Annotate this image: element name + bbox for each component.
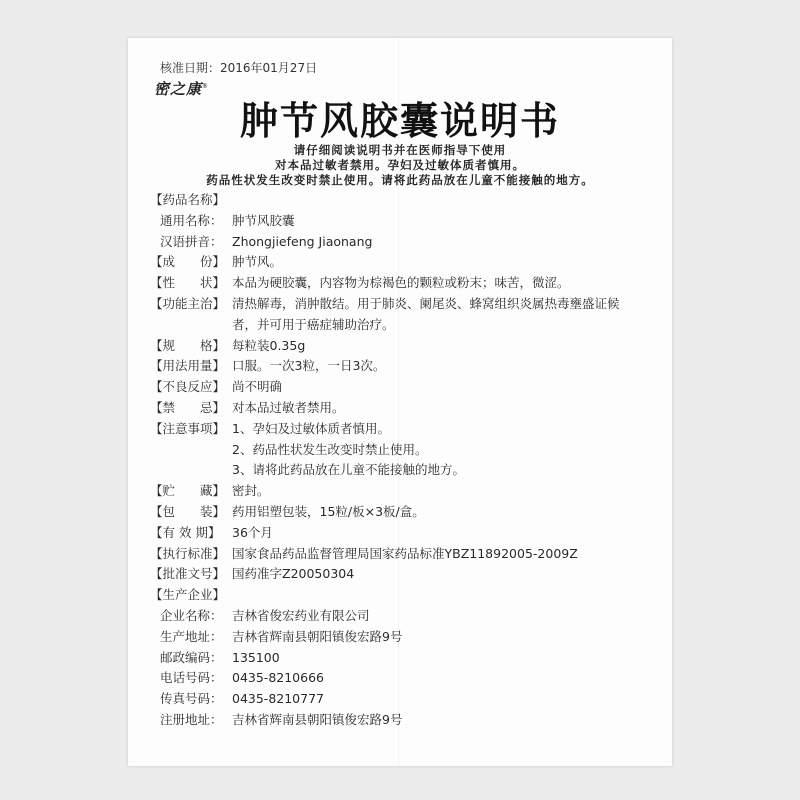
section-value: 药用铝塑包装，15粒/板×3板/盒。 [232, 503, 425, 519]
notice-line: 对本品过敏者禁用。孕妇及过敏体质者慎用。 [275, 158, 525, 172]
section-label: 【禁 忌】 [150, 399, 226, 415]
section-label: 【包 装】 [150, 503, 226, 519]
section-row [150, 294, 662, 315]
section-row [150, 211, 662, 232]
section-label: 【贮 藏】 [150, 483, 226, 499]
section-row [150, 523, 662, 544]
section-label: 【药品名称】 [150, 192, 226, 207]
section-label: 【注意事项】 [150, 420, 226, 436]
section-value: 肿节风胶囊 [232, 212, 295, 228]
section-row [150, 668, 662, 689]
section-row [150, 356, 662, 377]
section-label: 企业名称： [160, 607, 223, 623]
section-value: 1、孕妇及过敏体质者慎用。 [232, 420, 390, 436]
section-label: 【性 状】 [150, 275, 226, 291]
section-row [150, 190, 662, 211]
section-value: 吉林省辉南县朝阳镇俊宏路9号 [232, 628, 403, 644]
section-label: 通用名称： [160, 212, 223, 228]
section-value: 清热解毒，消肿散结。用于肺炎、阑尾炎、蜂窝组织炎属热毒壅盛证候 [232, 295, 620, 311]
section-value: 0435-8210666 [232, 670, 324, 686]
section-value: 每粒装0.35g [232, 337, 306, 353]
section-value: 者，并可用于癌症辅助治疗。 [232, 316, 395, 332]
section-value: 0435-8210777 [232, 691, 324, 707]
section-value: 36个月 [232, 524, 273, 540]
section-row [150, 606, 662, 627]
section-row [150, 481, 662, 502]
section-row [150, 252, 662, 273]
notice-line: 药品性状发生改变时禁止使用。请将此药品放在儿童不能接触的地方。 [206, 173, 594, 187]
section-value: 尚不明确 [232, 379, 283, 395]
section-value: 本品为硬胶囊，内容物为棕褐色的颗粒或粉末；味苦，微涩。 [232, 275, 570, 291]
section-value: 密封。 [232, 483, 270, 499]
leaflet-paper [128, 38, 672, 766]
section-row [150, 502, 662, 523]
registered-mark: ® [202, 83, 210, 90]
brand-logo-text: 密之康 [154, 80, 203, 98]
section-label: 【不良反应】 [150, 379, 226, 395]
section-row [150, 544, 662, 565]
section-label: 【用法用量】 [150, 358, 226, 374]
section-row [150, 273, 662, 294]
section-row [150, 336, 662, 357]
section-label: 【批准文号】 [150, 566, 226, 582]
section-row [150, 585, 662, 606]
section-label: 【有 效 期】 [150, 524, 221, 540]
section-value: 135100 [232, 649, 280, 665]
section-row [150, 460, 662, 481]
section-value: 肿节风。 [232, 254, 283, 270]
section-value: 国家食品药品监督管理局国家药品标准YBZ11892005-2009Z [232, 545, 578, 561]
section-row [150, 440, 662, 461]
section-value: 2、药品性状发生改变时禁止使用。 [232, 441, 428, 457]
section-label: 【规 格】 [150, 337, 226, 353]
section-value: Zhongjiefeng Jiaonang [232, 233, 373, 249]
leaflet-sections [150, 190, 662, 731]
document-title: 肿节风胶囊说明书 [239, 98, 560, 143]
section-value: 吉林省辉南县朝阳镇俊宏路9号 [232, 711, 403, 727]
section-value: 3、请将此药品放在儿童不能接触的地方。 [232, 462, 465, 478]
section-row [150, 377, 662, 398]
section-label: 邮政编码： [160, 649, 223, 665]
section-label: 【执行标准】 [150, 545, 226, 561]
section-row [150, 232, 662, 253]
section-row [150, 627, 662, 648]
section-row [150, 564, 662, 585]
section-label: 传真号码： [160, 691, 223, 707]
approval-date: 核准日期：2016年01月27日 [160, 61, 318, 75]
section-value: 吉林省俊宏药业有限公司 [232, 607, 370, 623]
section-label: 【生产企业】 [150, 587, 226, 603]
section-label: 【功能主治】 [150, 295, 226, 311]
section-label: 汉语拼音： [160, 233, 223, 249]
section-row [150, 398, 662, 419]
section-label: 生产地址： [160, 628, 223, 644]
section-value: 国药准字Z20050304 [232, 566, 355, 582]
brand-logo [154, 80, 209, 98]
section-value: 对本品过敏者禁用。 [232, 399, 345, 415]
section-row [150, 419, 662, 440]
notice-line: 请仔细阅读说明书并在医师指导下使用 [293, 143, 507, 157]
section-row [150, 689, 662, 710]
section-label: 注册地址： [160, 711, 223, 727]
section-value: 口服。一次3粒，一日3次。 [232, 358, 386, 374]
section-label: 电话号码： [160, 670, 223, 686]
section-row [150, 315, 662, 336]
section-row [150, 648, 662, 669]
section-row [150, 710, 662, 731]
section-label: 【成 份】 [150, 254, 226, 270]
